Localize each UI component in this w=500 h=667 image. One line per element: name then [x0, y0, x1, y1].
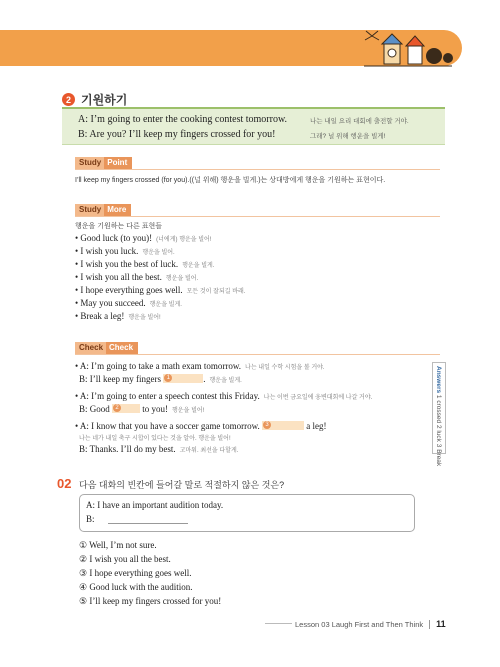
study-point-text: I’ll keep my fingers crossed (for you).((널 위해) 행운을 빌게.)는 상대방에게 행운을 기원하는 표현이다.	[75, 177, 386, 184]
study-more-label: Study More	[75, 204, 131, 216]
page-number: 11	[436, 619, 446, 629]
question-box-line-b: B:	[86, 514, 95, 524]
answer-blank-1[interactable]: 1	[163, 374, 203, 383]
page-footer	[295, 619, 446, 629]
study-more-rule	[75, 216, 440, 217]
dialogue-box	[62, 107, 445, 145]
expression-item: • I wish you the best of luck. 행운을 빌게.	[75, 259, 215, 269]
expression-item: • Break a leg! 행운을 빌어!	[75, 311, 161, 321]
answers-sidebar: Answers 1 crossed 2 luck 3 Break	[432, 362, 446, 454]
check-q3-a-ko: 나는 네가 내일 축구 시합이 있다는 것을 알아. 행운을 빌어!	[79, 436, 231, 442]
check-q1-b: B: I’ll keep my fingers 1 . 행운을 빌게.	[79, 374, 242, 384]
dialogue-line-b-ko: 그래? 널 위해 행운을 빌게!	[310, 133, 386, 140]
expression-item: • Good luck (to you)! (너에게) 행운을 빌어!	[75, 233, 212, 243]
footer-lesson-title: Lesson 03 Laugh First and Then Think	[295, 619, 424, 629]
expression-item: • I wish you luck. 행운을 빌어.	[75, 246, 175, 256]
check-q3-b: B: Thanks. I’ll do my best. 고마워. 최선을 다할게.	[79, 444, 239, 454]
study-point-rule	[75, 169, 440, 170]
footer-separator	[429, 620, 430, 629]
question-number: 02	[57, 476, 72, 491]
decoration-illustration	[358, 28, 454, 72]
study-more-heading: 행운을 기원하는 다른 표현들	[75, 223, 162, 230]
answer-option-2[interactable]: ② I wish you all the best.	[79, 554, 171, 564]
section-title	[62, 91, 127, 108]
answer-blank-3[interactable]: 3	[262, 421, 304, 430]
study-point-label: Study Point	[75, 157, 132, 169]
answer-option-3[interactable]: ③ I hope everything goes well.	[79, 568, 192, 578]
question-box-line-a: A: I have an important audition today.	[86, 500, 224, 510]
answer-option-5[interactable]: ⑤ I’ll keep my fingers crossed for you!	[79, 596, 222, 606]
expression-item: • I wish you all the best. 행운을 빌어.	[75, 272, 199, 282]
check-check-rule	[75, 354, 440, 355]
check-q2-a: • A: I’m going to enter a speech contest this Friday. 나는 이번 금요일에 웅변대회에 나갈 거야.	[75, 391, 373, 401]
dialogue-line-a-ko: 나는 내일 요리 대회에 출전할 거야.	[310, 118, 409, 125]
question-text: 다음 대화의 빈칸에 들어갈 말로 적절하지 않은 것은?	[79, 480, 285, 490]
check-q3-a: • A: I know that you have a soccer game tomorrow. 3 a leg!	[75, 421, 327, 431]
dialogue-line-a: A: I’m going to enter the cooking contest tomorrow.	[78, 114, 288, 125]
answer-option-4[interactable]: ④ Good luck with the audition.	[79, 582, 193, 592]
expression-item: • I hope everything goes well. 모든 것이 잘되길 바래.	[75, 285, 246, 295]
dialogue-line-b: B: Are you? I’ll keep my fingers crossed for you!	[78, 129, 276, 140]
answer-option-1[interactable]: ① Well, I’m not sure.	[79, 540, 157, 550]
footer-rule	[265, 623, 292, 624]
check-q2-b: B: Good 2 to you! 행운을 빌어!	[79, 404, 205, 414]
expression-item: • May you succeed. 행운을 빌게.	[75, 298, 182, 308]
answer-blank-2[interactable]: 2	[112, 404, 140, 413]
answer-underline[interactable]	[108, 523, 188, 524]
section-title-text: 기원하기	[81, 93, 128, 107]
check-q1-a: • A: I’m going to take a math exam tomorrow. 나는 내일 수학 시험을 볼 거야.	[75, 361, 325, 371]
section-number-badge: 2	[62, 93, 75, 106]
question-dialogue-box	[79, 494, 415, 532]
check-check-label: Check Check	[75, 342, 138, 354]
